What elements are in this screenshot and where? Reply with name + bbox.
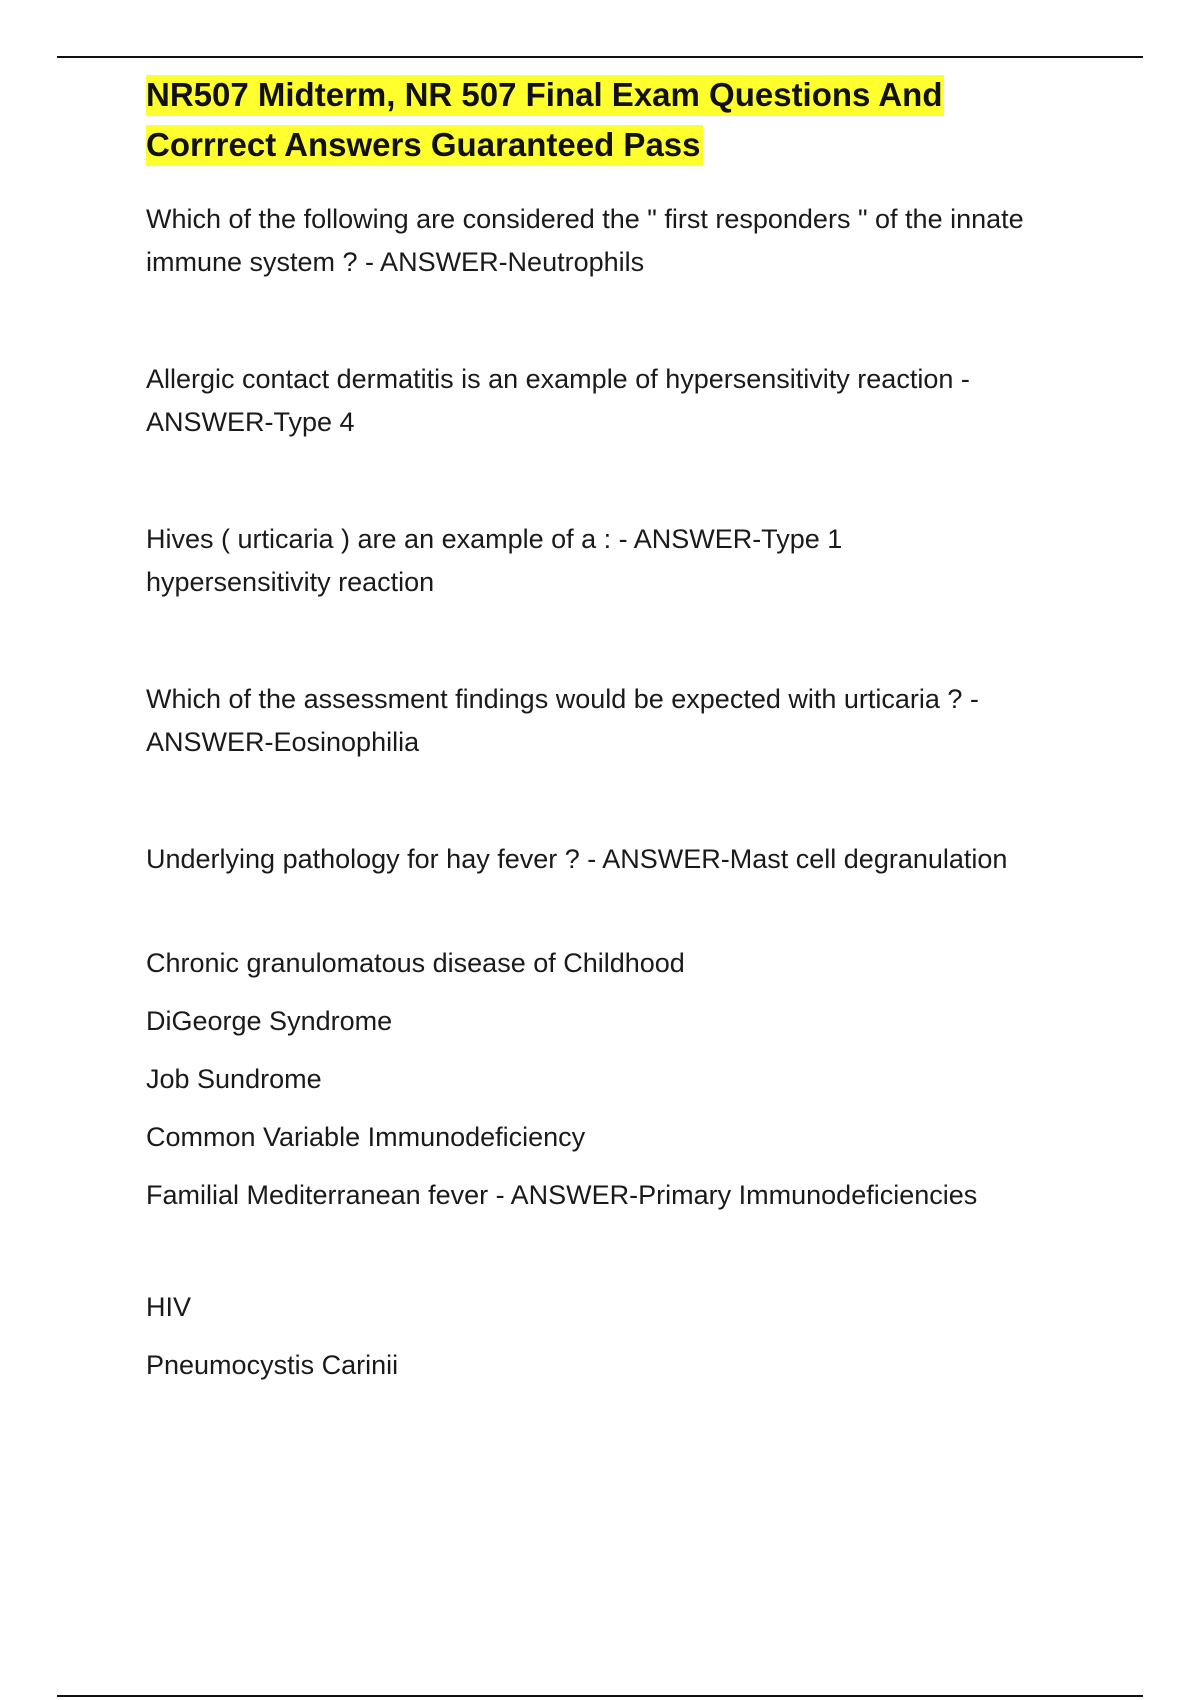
qa-item-4: Which of the assessment findings would be expected with urticaria ? - ANSWER-Eosinophilia bbox=[146, 684, 979, 757]
list-block-1 bbox=[146, 934, 1106, 1224]
header-rule bbox=[57, 56, 1143, 58]
document-title bbox=[146, 70, 1106, 170]
list-item: DiGeorge Syndrome bbox=[146, 1006, 393, 1036]
list-item: Chronic granulomatous disease of Childhood bbox=[146, 948, 685, 978]
qa-item-1: Which of the following are considered the " first responders " of the innate immune system ? - ANSWER-Neutrophils bbox=[146, 204, 1024, 277]
qa-item-5: Underlying pathology for hay fever ? - ANSWER-Mast cell degranulation bbox=[146, 844, 1008, 874]
title-line-2: Corrrect Answers Guaranteed Pass bbox=[146, 125, 703, 166]
list-item: Pneumocystis Carinii bbox=[146, 1350, 399, 1380]
list-item: HIV bbox=[146, 1292, 192, 1322]
qa-item-2: Allergic contact dermatitis is an example of hypersensitivity reaction - ANSWER-Type 4 bbox=[146, 364, 970, 437]
list-item: Common Variable Immunodeficiency bbox=[146, 1122, 586, 1152]
title-line-1: NR507 Midterm, NR 507 Final Exam Questions And bbox=[146, 75, 944, 116]
list-block-2 bbox=[146, 1278, 1106, 1394]
qa-item-3: Hives ( urticaria ) are an example of a : - ANSWER-Type 1 hypersensitivity reaction bbox=[146, 524, 843, 597]
document-body bbox=[146, 70, 1106, 1394]
list-item: Familial Mediterranean fever - ANSWER-Primary Immunodeficiencies bbox=[146, 1180, 978, 1210]
list-item: Job Sundrome bbox=[146, 1064, 322, 1094]
footer-rule bbox=[57, 1695, 1143, 1697]
